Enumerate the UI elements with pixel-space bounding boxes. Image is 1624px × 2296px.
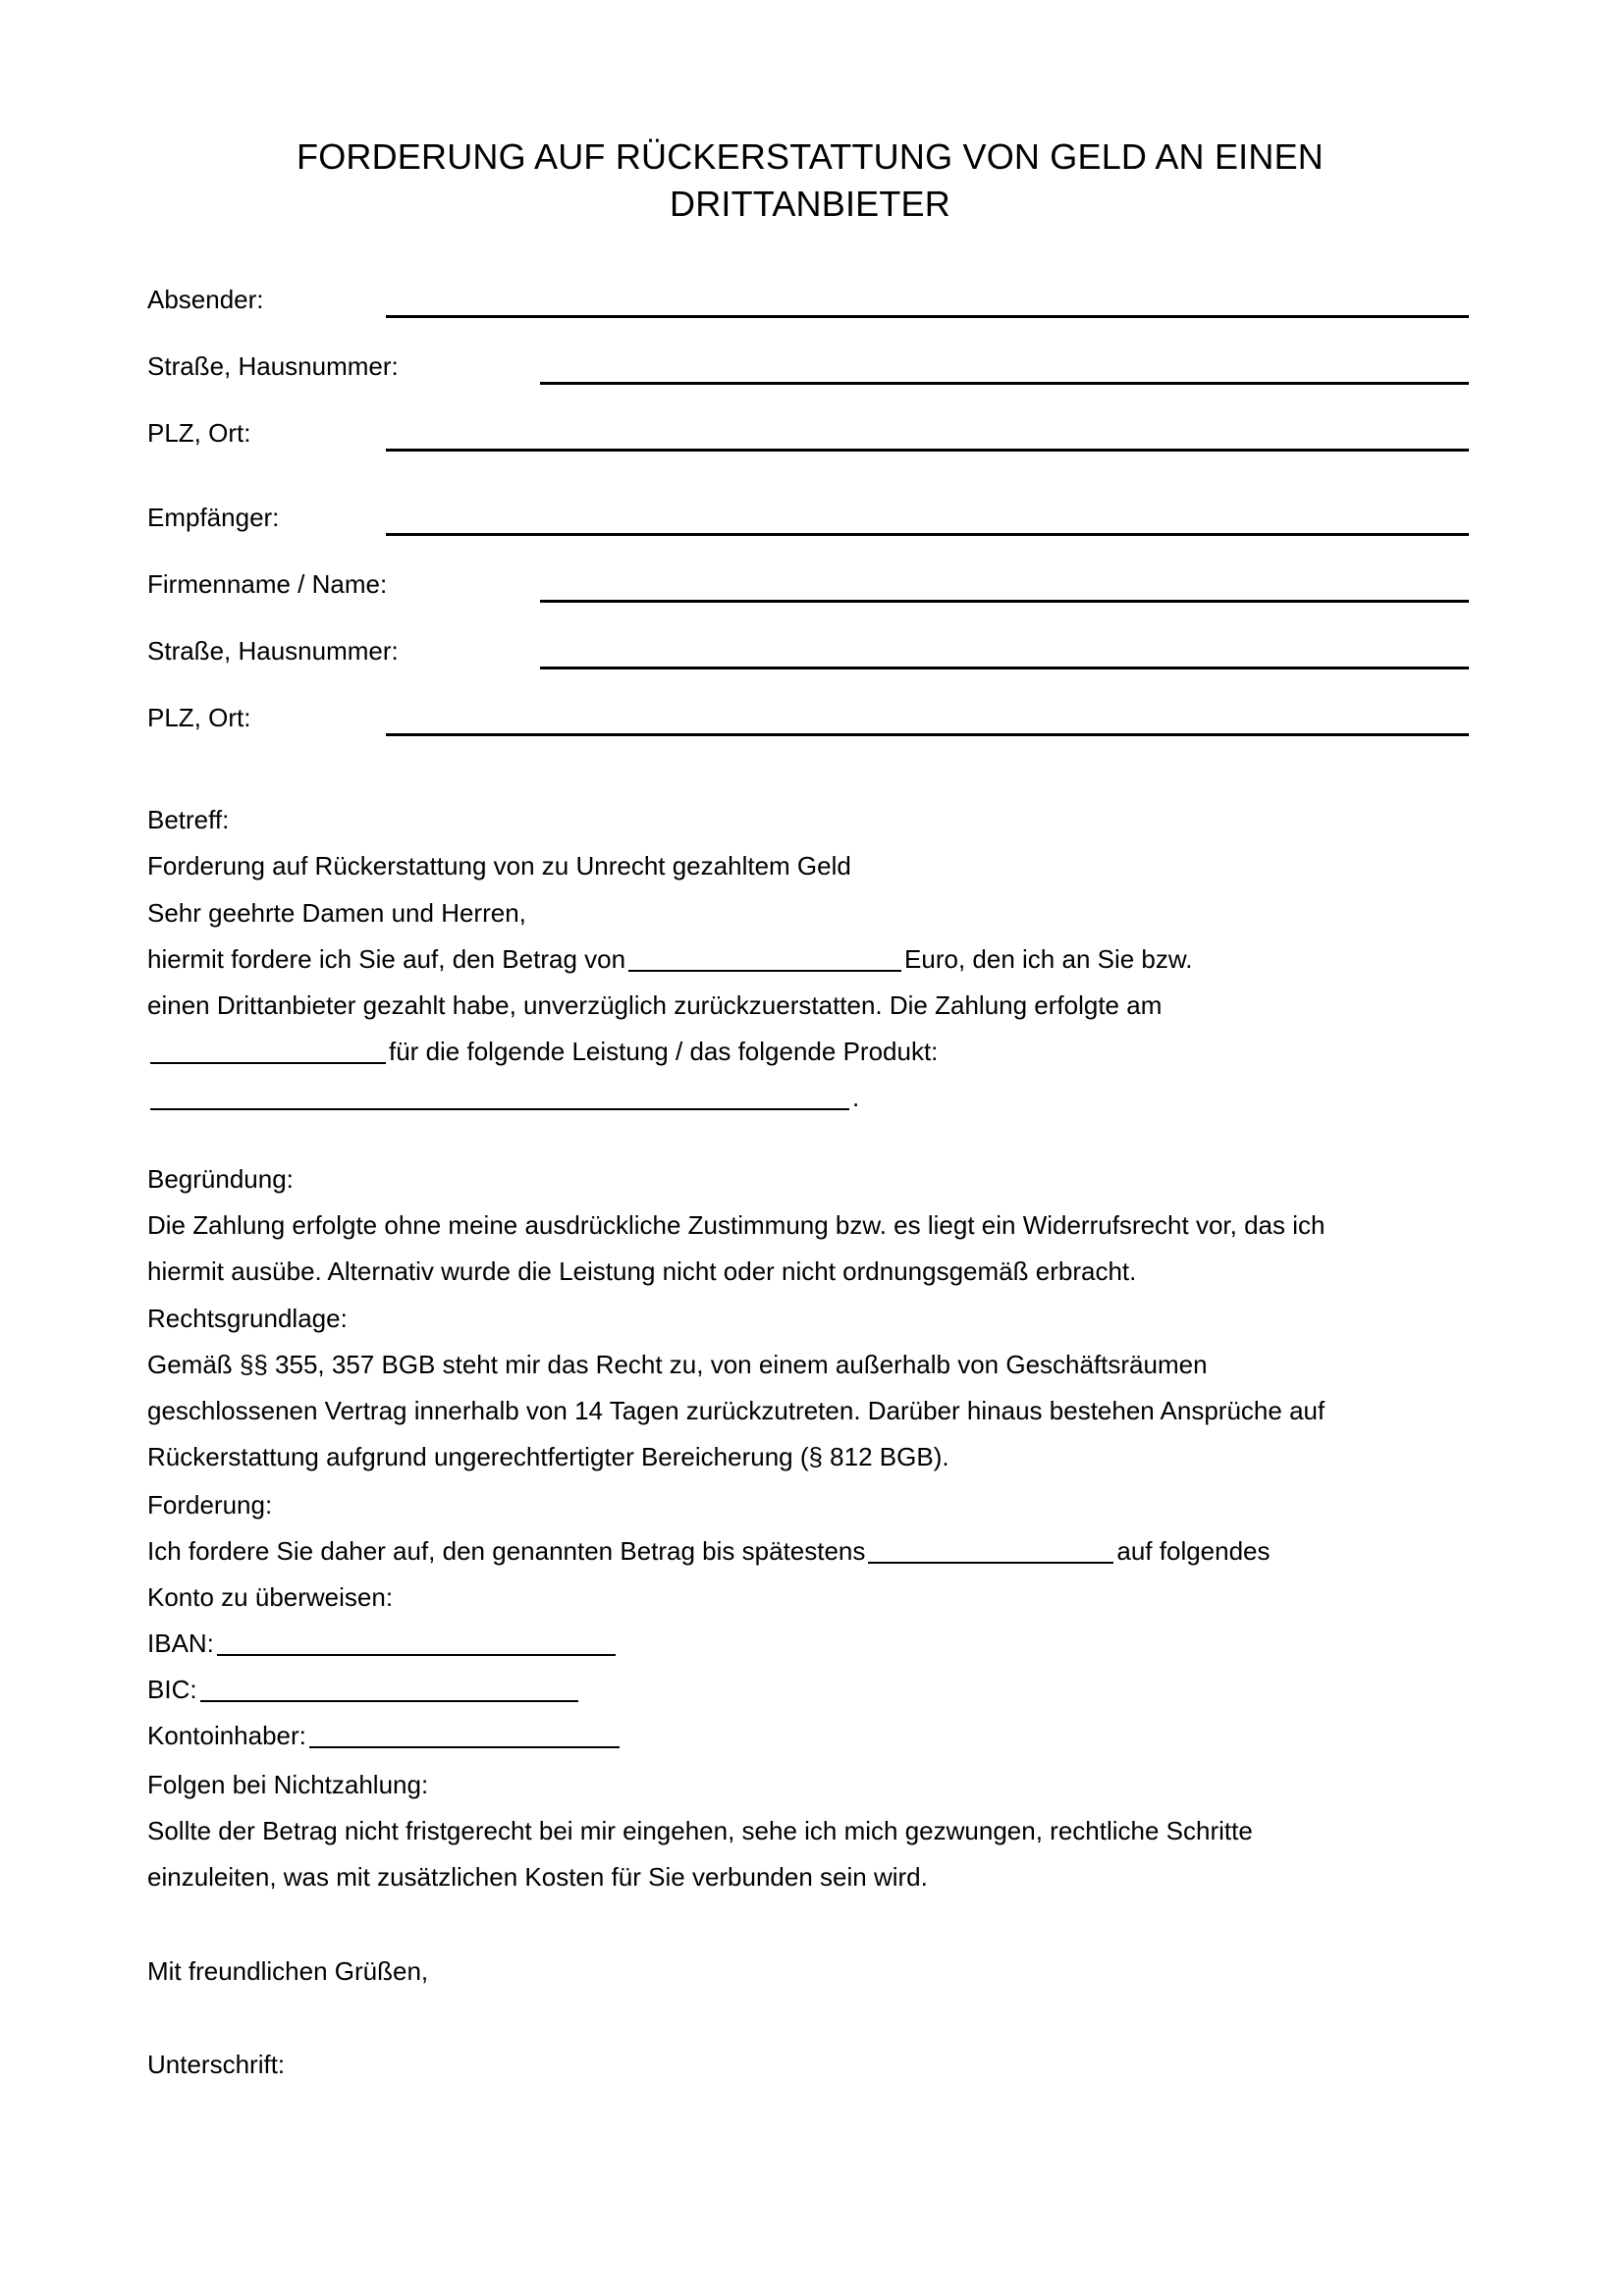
- reasoning-line-1: Die Zahlung erfolgte ohne meine ausdrückliche Zustimmung bzw. es liegt ein Widerrufsrecht vor, das ich: [147, 1210, 1326, 1240]
- bic-row: [147, 1667, 1483, 1713]
- claim-line-1-suffix: Euro, den ich an Sie bzw.: [904, 944, 1193, 974]
- iban-row: [147, 1621, 1483, 1667]
- iban-fill-blank[interactable]: [217, 1629, 616, 1656]
- recipient-address-block: [147, 501, 1473, 768]
- claim-line-1: [147, 936, 1483, 983]
- sender-city-label: PLZ, Ort:: [147, 418, 251, 448]
- consequences-heading: Folgen bei Nichtzahlung:: [147, 1770, 429, 1799]
- recipient-city-label: PLZ, Ort:: [147, 703, 251, 732]
- salutation-section: [147, 890, 1483, 1121]
- page-title-line-2: DRITTANBIETER: [670, 184, 950, 225]
- recipient-street-label: Straße, Hausnummer:: [147, 636, 399, 666]
- legal-basis-heading: Rechtsgrundlage:: [147, 1304, 348, 1333]
- consequences-line-2: einzuleiten, was mit zusätzlichen Kosten für Sie verbunden sein wird.: [147, 1862, 928, 1892]
- iban-label: IBAN:: [147, 1629, 214, 1658]
- reasoning-line-2: hiermit ausübe. Alternativ wurde die Leistung nicht oder nicht ordnungsgemäß erbracht.: [147, 1256, 1137, 1286]
- recipient-name-fill-line[interactable]: [386, 533, 1469, 536]
- payment-date-fill-blank[interactable]: [150, 1037, 386, 1064]
- closing-section: [147, 1949, 1483, 1995]
- signature-section: [147, 2042, 1483, 2088]
- reasoning-section: [147, 1156, 1483, 1295]
- demand-line-2: Konto zu überweisen:: [147, 1582, 394, 1612]
- legal-basis-line-2: geschlossenen Vertrag innerhalb von 14 Tagen zurückzutreten. Darüber hinaus bestehen Ansprüche auf: [147, 1396, 1326, 1425]
- legal-basis-line-3: Rückerstattung aufgrund ungerechtfertigter Bereicherung (§ 812 BGB).: [147, 1442, 949, 1471]
- sender-street-fill-line[interactable]: [540, 382, 1469, 385]
- claim-line-4: [147, 1075, 1483, 1121]
- claim-line-3: [147, 1029, 1483, 1075]
- recipient-company-row: [147, 567, 1473, 634]
- demand-section: [147, 1482, 1483, 1759]
- deadline-fill-blank[interactable]: [868, 1536, 1113, 1564]
- sender-city-row: [147, 416, 1473, 483]
- consequences-line-1: Sollte der Betrag nicht fristgerecht bei mir eingehen, sehe ich mich gezwungen, rechtliche Schritte: [147, 1816, 1253, 1845]
- sender-address-block: [147, 283, 1473, 483]
- subject-text: Forderung auf Rückerstattung von zu Unrecht gezahltem Geld: [147, 851, 851, 881]
- sender-street-label: Straße, Hausnummer:: [147, 351, 399, 381]
- recipient-city-fill-line[interactable]: [386, 733, 1469, 736]
- recipient-company-label: Firmenname / Name:: [147, 569, 388, 599]
- account-owner-label: Kontoinhaber:: [147, 1721, 306, 1750]
- bic-label: BIC:: [147, 1675, 197, 1704]
- sender-city-fill-line[interactable]: [386, 449, 1469, 452]
- recipient-street-row: [147, 634, 1473, 701]
- claim-line-1-prefix: hiermit fordere ich Sie auf, den Betrag von: [147, 944, 626, 974]
- subject-section: [147, 797, 1483, 889]
- closing-greeting: Mit freundlichen Grüßen,: [147, 1956, 429, 1986]
- sender-street-row: [147, 349, 1473, 416]
- bic-fill-blank[interactable]: [200, 1675, 578, 1702]
- page-title: [147, 133, 1473, 228]
- consequences-section: [147, 1762, 1483, 1900]
- claim-line-2: einen Drittanbieter gezahlt habe, unverzüglich zurückzuerstatten. Die Zahlung erfolgte am: [147, 990, 1163, 1020]
- recipient-name-row: [147, 501, 1473, 567]
- demand-heading: Forderung:: [147, 1490, 273, 1520]
- recipient-street-fill-line[interactable]: [540, 667, 1469, 669]
- sender-name-label: Absender:: [147, 285, 264, 314]
- amount-fill-blank[interactable]: [628, 944, 901, 972]
- page-title-line-1: FORDERUNG AUF RÜCKERSTATTUNG VON GELD AN EINEN: [297, 136, 1324, 178]
- subject-heading: Betreff:: [147, 805, 230, 834]
- account-owner-row: [147, 1713, 1483, 1759]
- legal-basis-line-1: Gemäß §§ 355, 357 BGB steht mir das Recht zu, von einem außerhalb von Geschäftsräumen: [147, 1350, 1208, 1379]
- sender-name-row: [147, 283, 1473, 349]
- reasoning-heading: Begründung:: [147, 1164, 294, 1194]
- salutation-greeting: Sehr geehrte Damen und Herren,: [147, 898, 526, 928]
- account-owner-fill-blank[interactable]: [309, 1721, 620, 1748]
- recipient-company-fill-line[interactable]: [540, 600, 1469, 603]
- claim-line-4-suffix: .: [852, 1083, 860, 1112]
- legal-basis-section: [147, 1296, 1483, 1480]
- claim-line-3-suffix: für die folgende Leistung / das folgende Produkt:: [389, 1037, 939, 1066]
- demand-line-1-suffix: auf folgendes: [1116, 1536, 1271, 1566]
- product-description-fill-blank[interactable]: [150, 1083, 849, 1110]
- demand-line-1-prefix: Ich fordere Sie daher auf, den genannten Betrag bis spätestens: [147, 1536, 866, 1566]
- demand-line-1: [147, 1528, 1483, 1575]
- recipient-city-row: [147, 701, 1473, 768]
- signature-label: Unterschrift:: [147, 2050, 286, 2079]
- recipient-name-label: Empfänger:: [147, 503, 280, 532]
- sender-name-fill-line[interactable]: [386, 315, 1469, 318]
